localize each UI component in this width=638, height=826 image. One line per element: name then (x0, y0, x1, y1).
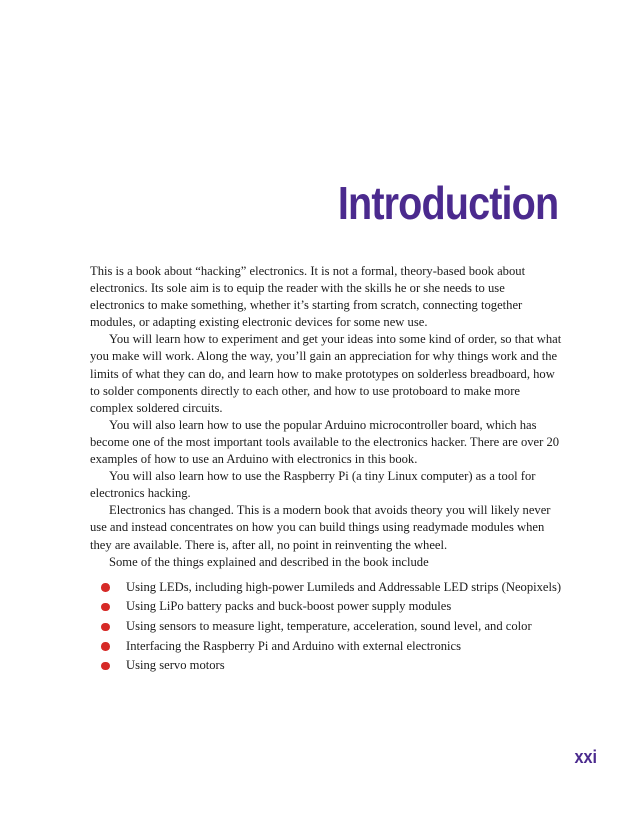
list-item-text: Using LiPo battery packs and buck-boost power supply modules (126, 599, 452, 614)
list-item (90, 598, 562, 615)
bullet-dot-icon (101, 662, 110, 671)
paragraph: Electronics has changed. This is a modern book that avoids theory you will likely never use and instead concentrates on how you can build things using readymade modules when they are available. There is, after all, no point in reinventing the wheel. (90, 503, 551, 552)
paragraph: You will also learn how to use the Raspberry Pi (a tiny Linux computer) as a tool for electronics hacking. (90, 469, 536, 501)
list-item (90, 638, 562, 655)
list-item-text: Using LEDs, including high-power Lumileds and Addressable LED strips (Neopixels) (126, 579, 562, 594)
paragraph: You will learn how to experiment and get your ideas into some kind of order, so that what you make will work. Along the way, you’ll gain an appreciation for why things work and the limits of what they can do, and learn how to make prototypes on solderless breadboard, how to solder components directly to each other, and how to use protoboard to make more complex soldered circuits. (90, 332, 562, 415)
list-item-text: Using sensors to measure light, temperature, acceleration, sound level, and color (126, 619, 532, 634)
paragraph: You will also learn how to use the popular Arduino microcontroller board, which has become one of the most important tools available to the electronics hacker. There are over 20 examples of how to use an Arduino with electronics in this book. (90, 417, 560, 467)
list-item (90, 618, 562, 635)
paragraph: This is a book about “hacking” electronics. It is not a formal, theory-based book about electronics. Its sole aim is to equip the reader with the skills he or she needs to use electronics to make something, whether it’s starting from scratch, connecting together modules, or adapting existing electronic devices for some new use. (90, 264, 526, 330)
topics-bullet-list (90, 579, 562, 675)
page-number: xxi (574, 747, 597, 767)
list-item-text: Interfacing the Raspberry Pi and Arduino with external electronics (126, 638, 462, 653)
bullet-dot-icon (101, 603, 110, 612)
chapter-title: Introduction (337, 177, 558, 229)
paragraph: Some of the things explained and described in the book include (109, 554, 429, 569)
list-item (90, 657, 562, 674)
list-item-text: Using servo motors (126, 658, 225, 673)
bullet-dot-icon (101, 642, 110, 651)
bullet-dot-icon (101, 623, 110, 632)
bullet-dot-icon (101, 583, 110, 592)
list-item (90, 579, 562, 596)
intro-body-text (90, 263, 562, 677)
